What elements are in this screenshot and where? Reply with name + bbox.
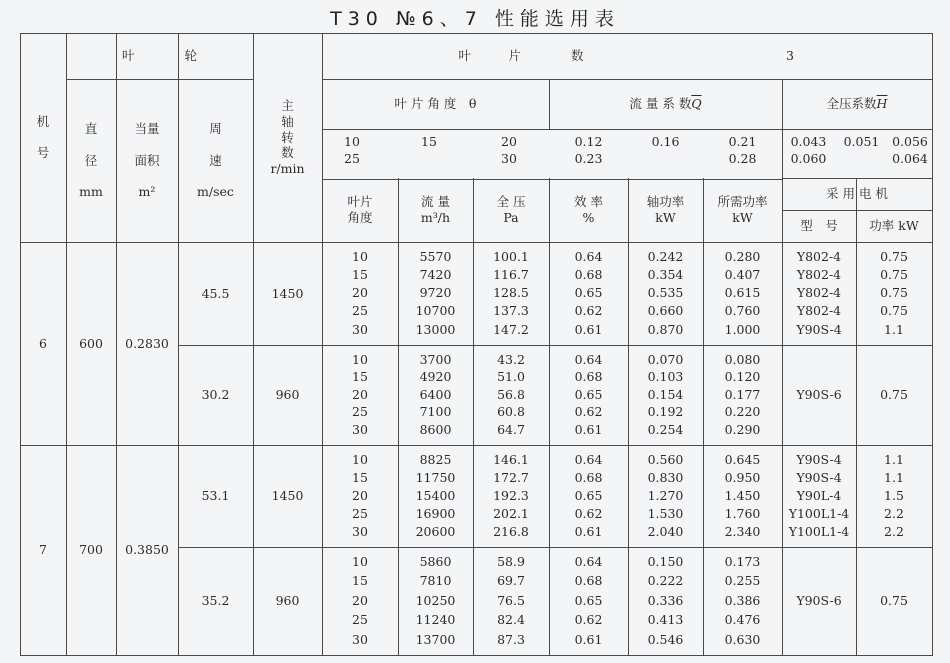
machine-number: 6 xyxy=(39,335,47,351)
shaft-power-column-value: 0.222 xyxy=(647,573,684,589)
shaft-power-column-value: 0.354 xyxy=(647,267,684,283)
required-power-column-value: 0.407 xyxy=(724,267,761,283)
pressure-column-value: 56.8 xyxy=(497,386,525,402)
header-flow: 流 量 m³/h xyxy=(420,194,451,225)
pressure-coefficient-value: 0.051 xyxy=(843,134,880,150)
required-power-column-value: 0.280 xyxy=(724,249,761,264)
motor-model-column-value: Y100L1-4 xyxy=(788,523,850,539)
flow-coefficient-value: 0.21 xyxy=(728,134,757,150)
efficiency-column-value: 0.64 xyxy=(574,352,603,367)
shaft-power-column xyxy=(628,354,703,436)
blade-angle-column-value: 30 xyxy=(352,321,368,337)
angle-option: 25 xyxy=(344,151,360,167)
required-power-column-value: 1.450 xyxy=(724,487,761,503)
blade-angle-column-value: 25 xyxy=(352,505,368,521)
motor-model-column-value: Y90S-4 xyxy=(796,321,842,337)
shaft-power-column-value: 2.040 xyxy=(647,523,684,539)
required-power-column-value: 0.476 xyxy=(724,612,761,628)
pressure-column-value: 76.5 xyxy=(497,592,525,608)
equivalent-area: 0.2830 xyxy=(125,335,169,351)
motor-model-column-value: Y90S-4 xyxy=(796,469,842,485)
pressure-coefficient-symbol: $\overline{H}$ xyxy=(876,96,888,112)
blade-angle-column-value: 10 xyxy=(352,554,368,569)
shaft-power-column-value: 0.560 xyxy=(647,452,684,467)
pressure-column-value: 58.9 xyxy=(497,554,525,569)
pressure-column-value: 69.7 xyxy=(497,573,525,589)
shaft-power-column-value: 0.870 xyxy=(647,321,684,337)
pressure-coefficient-value: 0.064 xyxy=(892,151,928,167)
efficiency-column-value: 0.68 xyxy=(574,469,603,485)
shaft-power-column-value: 0.660 xyxy=(647,303,684,319)
motor-power-column-value: 1.1 xyxy=(884,469,904,485)
motor-model-column-value: Y90S-4 xyxy=(796,452,842,467)
flow-coefficient-symbol: $\overline{Q}$ xyxy=(691,96,702,112)
required-power-column-value: 0.630 xyxy=(724,631,761,647)
efficiency-column-value: 0.65 xyxy=(574,487,603,503)
tip-speed: 30.2 xyxy=(201,387,230,403)
blade-angle-column xyxy=(322,454,398,538)
pressure-column-value: 172.7 xyxy=(493,469,529,485)
efficiency-column-value: 0.68 xyxy=(574,369,603,385)
shaft-power-column-value: 0.242 xyxy=(647,249,684,264)
header-blade-count-value: 3 xyxy=(786,48,794,64)
required-power-column-value: 0.080 xyxy=(724,352,761,367)
flow-coefficient-value: 0.28 xyxy=(728,151,757,167)
required-power-column-value: 0.177 xyxy=(724,386,761,402)
pressure-column-value: 146.1 xyxy=(493,452,529,467)
blade-angle-column-value: 30 xyxy=(352,421,368,437)
shaft-power-column xyxy=(628,454,703,538)
pressure-coefficient-label: 全压系数 xyxy=(826,96,877,112)
flow-column-value: 7420 xyxy=(419,267,452,283)
table-title: T30 №6、7 性能选用表 xyxy=(330,8,620,30)
shaft-power-column-value: 0.546 xyxy=(647,631,684,647)
motor-model-column xyxy=(782,251,856,336)
flow-column-value: 8600 xyxy=(419,421,452,437)
blade-angle-column-value: 15 xyxy=(352,369,368,385)
required-power-column-value: 0.386 xyxy=(724,592,761,608)
pressure-column xyxy=(473,556,549,646)
flow-column-value: 15400 xyxy=(415,487,456,503)
header-efficiency: 效 率 % xyxy=(574,194,603,225)
tip-speed: 45.5 xyxy=(201,285,230,301)
flow-column-value: 13700 xyxy=(415,631,456,647)
efficiency-column-value: 0.65 xyxy=(574,592,603,608)
motor-model-column-value: Y802-4 xyxy=(796,303,842,319)
motor-power-column-value: 2.2 xyxy=(884,505,904,521)
tip-speed: 53.1 xyxy=(201,488,230,504)
spindle-rpm: 960 xyxy=(275,387,300,403)
required-power-column-value: 0.290 xyxy=(724,421,761,437)
pressure-column-value: 202.1 xyxy=(493,505,529,521)
angle-option: 20 xyxy=(501,134,517,150)
shaft-power-column-value: 0.150 xyxy=(647,554,684,569)
efficiency-column-value: 0.62 xyxy=(574,505,603,521)
required-power-column-value: 2.340 xyxy=(724,523,761,539)
flow-column-value: 3700 xyxy=(419,352,452,367)
flow-column-value: 20600 xyxy=(415,523,456,539)
header-motor: 采 用 电 机 xyxy=(826,186,888,202)
required-power-column xyxy=(703,556,782,646)
blade-angle-column-value: 10 xyxy=(352,352,368,367)
machine-number: 7 xyxy=(39,542,47,558)
efficiency-column-value: 0.62 xyxy=(574,303,603,319)
header-pressure: 全 压 Pa xyxy=(496,194,526,225)
required-power-column xyxy=(703,251,782,336)
shaft-power-column-value: 0.535 xyxy=(647,285,684,301)
efficiency-column-value: 0.68 xyxy=(574,573,603,589)
pressure-column xyxy=(473,354,549,436)
pressure-column-value: 192.3 xyxy=(493,487,529,503)
motor-power-column-value: 0.75 xyxy=(880,267,908,283)
motor-power-column xyxy=(856,454,932,538)
header-pressure-coefficient xyxy=(782,79,932,129)
efficiency-column-value: 0.61 xyxy=(574,421,603,437)
pressure-column xyxy=(473,454,549,538)
shaft-power-column xyxy=(628,556,703,646)
tip-speed: 35.2 xyxy=(201,593,230,609)
header-impeller: 叶 轮 xyxy=(121,48,197,64)
shaft-power-column-value: 0.254 xyxy=(647,421,684,437)
motor-model-column xyxy=(782,454,856,538)
flow-column xyxy=(398,556,473,646)
motor-power-column-value: 1.5 xyxy=(884,487,904,503)
motor-power-column-value: 2.2 xyxy=(884,523,904,539)
spindle-rpm: 960 xyxy=(275,593,300,609)
pressure-coefficient-value: 0.060 xyxy=(790,151,827,167)
flow-column-value: 6400 xyxy=(419,386,452,402)
shaft-power-column-value: 0.413 xyxy=(647,612,684,628)
pressure-column-value: 216.8 xyxy=(493,523,529,539)
header-spindle-speed: 主 轴 转 数 r/min xyxy=(270,98,305,176)
grid-line xyxy=(856,242,857,243)
shaft-power-column-value: 0.336 xyxy=(647,592,684,608)
flow-column xyxy=(398,454,473,538)
flow-column-value: 10250 xyxy=(415,592,456,608)
blade-angle-column-value: 10 xyxy=(352,249,368,264)
efficiency-column xyxy=(549,354,628,436)
shaft-power-column-value: 1.530 xyxy=(647,505,684,521)
header-diameter: 直 径 mm xyxy=(79,121,103,199)
table-right-border xyxy=(932,33,933,656)
table-bottom-border xyxy=(20,655,933,656)
motor-power-column-value: 0.75 xyxy=(880,249,908,264)
flow-column-value: 7810 xyxy=(419,573,452,589)
flow-column xyxy=(398,251,473,336)
blade-angle-column-value: 20 xyxy=(352,592,368,608)
efficiency-column-value: 0.62 xyxy=(574,612,603,628)
efficiency-column-value: 0.65 xyxy=(574,386,603,402)
motor-model-column-value: Y90L-4 xyxy=(796,487,842,503)
flow-column xyxy=(398,354,473,436)
pressure-column-value: 137.3 xyxy=(493,303,529,319)
motor-power-column-value: 0.75 xyxy=(880,285,908,301)
efficiency-column-value: 0.64 xyxy=(574,554,603,569)
header-machine-no: 机 号 xyxy=(36,114,50,161)
shaft-power-column-value: 0.192 xyxy=(647,404,684,420)
pressure-coefficient-value: 0.056 xyxy=(892,134,928,150)
blade-angle-column-value: 10 xyxy=(352,452,368,467)
spindle-rpm: 1450 xyxy=(271,488,304,504)
required-power-column-value: 1.000 xyxy=(724,321,761,337)
flow-column-value: 11750 xyxy=(415,469,456,485)
shaft-power-column-value: 0.830 xyxy=(647,469,684,485)
efficiency-column-value: 0.64 xyxy=(574,452,603,467)
motor-power: 0.75 xyxy=(880,387,908,403)
header-equivalent-area: 当量 面积 m² xyxy=(134,121,160,199)
flow-column-value: 11240 xyxy=(415,612,456,628)
required-power-column-value: 0.950 xyxy=(724,469,761,485)
shaft-power-column xyxy=(628,251,703,336)
blade-angle-column xyxy=(322,556,398,646)
pressure-column-value: 116.7 xyxy=(493,267,529,283)
efficiency-column xyxy=(549,454,628,538)
flow-coefficient-value: 0.23 xyxy=(574,151,603,167)
pressure-column-value: 147.2 xyxy=(493,321,529,337)
flow-coefficient-value: 0.16 xyxy=(651,134,680,150)
blade-angle-column xyxy=(322,251,398,336)
efficiency-column-value: 0.61 xyxy=(574,631,603,647)
blade-angle-column-value: 15 xyxy=(352,573,368,589)
header-angle: 叶片 角度 xyxy=(347,194,373,225)
flow-column-value: 10700 xyxy=(415,303,456,319)
required-power-column-value: 0.173 xyxy=(724,554,761,569)
flow-column-value: 5860 xyxy=(419,554,452,569)
pressure-coefficient-value: 0.043 xyxy=(790,134,827,150)
flow-column-value: 9720 xyxy=(419,285,452,301)
required-power-column-value: 0.220 xyxy=(724,404,761,420)
efficiency-column xyxy=(549,556,628,646)
flow-column-value: 5570 xyxy=(419,249,452,264)
motor-model-column-value: Y802-4 xyxy=(796,267,842,283)
header-motor-model: 型 号 xyxy=(800,218,838,234)
required-power-column xyxy=(703,354,782,436)
blade-angle-column-value: 25 xyxy=(352,303,368,319)
efficiency-column-value: 0.62 xyxy=(574,404,603,420)
efficiency-column-value: 0.61 xyxy=(574,321,603,337)
pressure-column xyxy=(473,251,549,336)
angle-option: 15 xyxy=(421,134,437,150)
blade-angle-column-value: 30 xyxy=(352,631,368,647)
pressure-column-value: 128.5 xyxy=(493,285,529,301)
blade-angle-column-value: 25 xyxy=(352,404,368,420)
flow-coefficient-label: 流 量 系 数 xyxy=(629,96,692,112)
motor-power-column xyxy=(856,251,932,336)
required-power-column-value: 0.615 xyxy=(724,285,761,301)
motor-model-column-value: Y802-4 xyxy=(796,249,842,264)
blade-angle-column-value: 15 xyxy=(352,469,368,485)
efficiency-column-value: 0.64 xyxy=(574,249,603,264)
flow-column-value: 7100 xyxy=(419,404,452,420)
header-tip-speed: 周 速 m/sec xyxy=(197,121,234,199)
required-power-column-value: 1.760 xyxy=(724,505,761,521)
motor-model: Y90S-6 xyxy=(796,593,842,609)
header-shaft-power: 轴功率 kW xyxy=(646,194,685,225)
impeller-diameter: 600 xyxy=(79,335,103,351)
shaft-power-column-value: 0.070 xyxy=(647,352,684,367)
header-motor-power: 功率 kW xyxy=(869,218,919,234)
blade-angle-column-value: 20 xyxy=(352,487,368,503)
pressure-column-value: 43.2 xyxy=(497,352,525,367)
flow-column-value: 4920 xyxy=(419,369,452,385)
required-power-column-value: 0.255 xyxy=(724,573,761,589)
pressure-column-value: 64.7 xyxy=(497,421,525,437)
blade-angle-column-value: 20 xyxy=(352,386,368,402)
blade-angle-column-value: 15 xyxy=(352,267,368,283)
required-power-column-value: 0.645 xyxy=(724,452,761,467)
motor-model: Y90S-6 xyxy=(796,387,842,403)
efficiency-column xyxy=(549,251,628,336)
flow-coefficient-value: 0.12 xyxy=(574,134,603,150)
motor-power-column-value: 0.75 xyxy=(880,303,908,319)
motor-power-column-value: 1.1 xyxy=(884,321,904,337)
pressure-column-value: 100.1 xyxy=(493,249,529,264)
angle-option: 30 xyxy=(501,151,517,167)
flow-column-value: 13000 xyxy=(415,321,456,337)
header-blade-angle: 叶 片 角 度 θ xyxy=(394,96,477,112)
equivalent-area: 0.3850 xyxy=(125,542,169,558)
blade-angle-column-value: 20 xyxy=(352,285,368,301)
pressure-column-value: 51.0 xyxy=(497,369,525,385)
pressure-column-value: 60.8 xyxy=(497,404,525,420)
required-power-column-value: 0.760 xyxy=(724,303,761,319)
blade-angle-column-value: 30 xyxy=(352,523,368,539)
header-required-power: 所需功率 kW xyxy=(717,194,768,225)
flow-column-value: 16900 xyxy=(415,505,456,521)
flow-column-value: 8825 xyxy=(419,452,452,467)
efficiency-column-value: 0.61 xyxy=(574,523,603,539)
motor-power: 0.75 xyxy=(880,593,908,609)
efficiency-column-value: 0.68 xyxy=(574,267,603,283)
angle-option: 10 xyxy=(344,134,360,150)
blade-angle-column-value: 25 xyxy=(352,612,368,628)
efficiency-column-value: 0.65 xyxy=(574,285,603,301)
motor-power-column-value: 1.1 xyxy=(884,452,904,467)
shaft-power-column-value: 0.154 xyxy=(647,386,684,402)
required-power-column-value: 0.120 xyxy=(724,369,761,385)
shaft-power-column-value: 1.270 xyxy=(647,487,684,503)
shaft-power-column-value: 0.103 xyxy=(647,369,684,385)
blade-angle-column xyxy=(322,354,398,436)
spindle-rpm: 1450 xyxy=(271,285,304,301)
header-blade-count: 叶 片 数 xyxy=(458,48,584,64)
motor-model-column-value: Y802-4 xyxy=(796,285,842,301)
pressure-column-value: 82.4 xyxy=(497,612,525,628)
required-power-column xyxy=(703,454,782,538)
pressure-column-value: 87.3 xyxy=(497,631,525,647)
motor-model-column-value: Y100L1-4 xyxy=(788,505,850,521)
header-flow-coefficient xyxy=(549,79,782,129)
impeller-diameter: 700 xyxy=(79,542,103,558)
grid-line xyxy=(322,129,933,130)
